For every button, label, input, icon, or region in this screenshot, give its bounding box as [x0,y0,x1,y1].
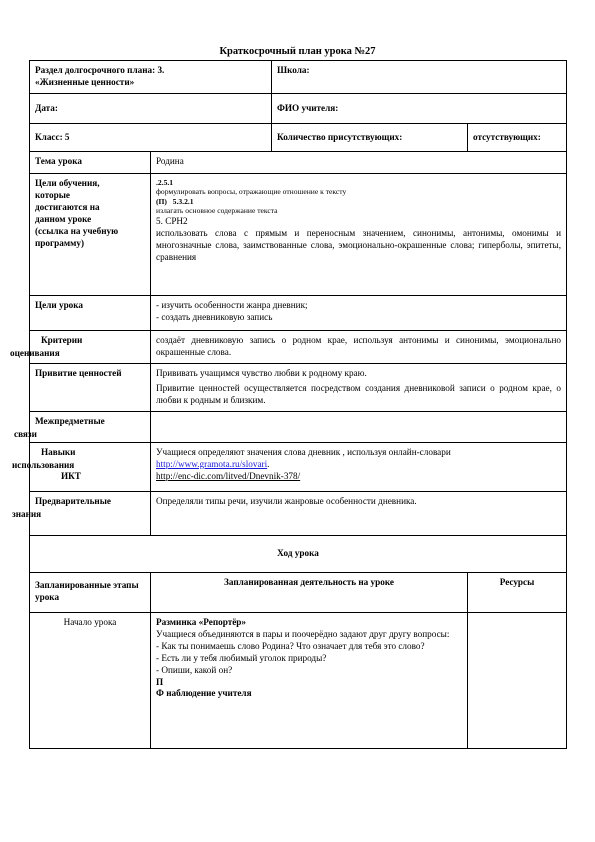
section-value: «Жизненные ценности» [35,76,135,87]
prior-value-cell [151,491,567,535]
objectives-label-line: данном уроке [35,213,92,224]
activity-question: - Как ты понимаешь слово Родина? Что означает для тебя это слово? [156,640,425,651]
objectives-label-line: программу) [35,237,85,248]
criteria-value-cell [151,331,567,364]
lesson-plan-table [29,60,567,749]
absent-cell [468,124,567,152]
stage-cell [30,612,151,748]
criteria-label-cell [30,331,151,364]
objectives-label-cell [30,174,151,296]
lesson-goals-label: Цели урока [35,300,84,310]
stages-header-cell [30,572,151,612]
lesson-goal-item: - изучить особенности жанра дневник; [156,300,308,310]
resources-header: Ресурсы [499,576,535,587]
lesson-goal-item: - создать дневниковую запись [156,311,273,322]
objective-code-2 [156,197,561,206]
school-cell [272,61,567,94]
present-label: Количество присутствующих: [277,131,403,142]
ict-text: Учащиеся определяют значения слова дневник , используя онлайн-словари [156,446,451,457]
values-label-cell [30,363,151,411]
mark-f: Ф наблюдение учителя [156,688,252,699]
ict-value-cell [151,442,567,491]
progress-heading-cell [30,535,567,572]
objectives-label-line: Цели обучения, [35,178,100,188]
prior-value: Определяли типы речи, изучили жанровые особенности дневника. [156,495,417,506]
activity-header: Запланированная деятельность на уроке [224,576,394,587]
resources-cell [468,612,567,748]
prior-label: Предварительные [35,495,111,506]
interdisciplinary-label-overflow: связи [14,429,37,439]
activity-question: - Есть ли у тебя любимый уголок природы? [156,652,327,663]
topic-value: Родина [156,156,184,166]
activity-cell [151,612,468,748]
prior-label-overflow: знания [12,509,42,519]
progress-heading: Ход урока [277,547,319,558]
interdisciplinary-value-cell [151,411,567,442]
ict-label-line: Навыки [41,446,76,457]
lesson-goals-value-cell [151,296,567,331]
interdisciplinary-label: Межпредметные [35,415,105,426]
topic-label-cell [30,152,151,174]
ict-label-line: ИКТ [61,470,81,481]
objective-code-3: 5. СРН2 [156,215,188,226]
objective-code-1: .2.5.1 [156,178,174,187]
criteria-label-line: Критерии [41,335,83,345]
objective-text-3: использовать слова с прямым и переносным значением, синонимы, антонимы, омонимы и многозначные слова, заимствованные слова, эмоционально-окрашенные слова; гиперболы, эпитеты, сравнения [156,227,562,262]
objectives-label-line: достигаются на [35,201,100,212]
stage-name: Начало урока [63,616,117,627]
criteria-value: создаёт дневниковую запись о родном крае, используя антонимы и синонимы, эмоционально окрашенные слова. [156,335,562,357]
school-label: Школа: [277,65,310,75]
teacher-label: ФИО учителя: [277,102,339,113]
ict-label-overflow: использования [12,460,75,470]
class-label: Класс: 5 [35,131,70,142]
values-text-1: Прививать учащимся чувство любви к родному краю. [156,367,367,378]
enc-dic-link[interactable]: http://enc-dic.com/litved/Dnevnik-378/ [156,470,301,481]
absent-label: отсутствующих: [473,131,541,142]
values-text-2: Привитие ценностей осуществляется посредством создания дневниковой записи о родном крае, о любви к родным и близким. [156,382,562,405]
activity-intro: Учащиеся объединяются в пары и поочерёдно задают друг другу вопросы: [156,628,450,639]
section-label: Раздел долгосрочного плана: 3. [35,65,165,75]
activity-title: Разминка «Репортёр» [156,616,246,627]
objectives-value-cell [151,174,567,296]
ict-text-line: Учащиеся определяют значения слова дневник , используя онлайн-словари http://www.gramota.ru/slovari. [156,446,451,469]
values-value-cell [151,363,567,411]
objective-desc-1: формулировать вопросы, отражающие отношение к тексту [156,187,347,197]
gramota-link[interactable]: http://www.gramota.ru/slovari [156,458,268,469]
document-title: Краткосрочный план урока №27 [219,46,376,57]
topic-label: Тема урока [35,156,82,166]
present-cell [272,124,468,152]
objective-code-2-value: 5.3.2.1 [172,196,194,206]
section-cell [30,61,272,94]
objectives-label-line: (ссылка на учебную [35,225,119,236]
date-label: Дата: [35,102,58,113]
lesson-goals-label-cell [30,296,151,331]
activity-header-cell [151,572,468,612]
stages-header: Запланированные этапы урока [35,580,139,603]
prior-label-cell [30,491,151,535]
activity-question: - Опиши, какой он? [156,664,233,675]
date-cell [30,94,272,124]
criteria-label-overflow: оценивания [10,348,60,358]
class-cell [30,124,272,152]
mark-p: П [156,676,164,687]
topic-value-cell [151,152,567,174]
resources-header-cell [468,572,567,612]
teacher-cell [272,94,567,124]
objective-desc-2: излагать основное содержание текста [156,206,278,216]
ict-link-2-line [156,471,561,483]
objectives-label-line: которые [35,189,70,200]
interdisciplinary-label-cell [30,411,151,442]
objective-code-2-prefix: (П) [156,196,167,206]
values-label: Привитие ценностей [35,367,122,378]
